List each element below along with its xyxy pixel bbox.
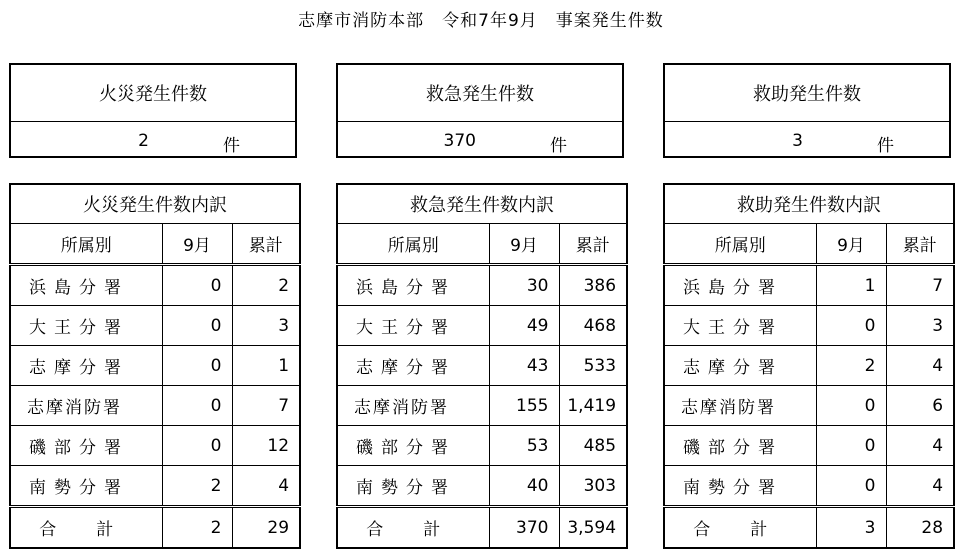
cumulative-count: 386	[559, 265, 627, 306]
column-header-month: 9月	[162, 224, 232, 265]
total-label: 合計	[10, 507, 162, 549]
total-cumulative-count: 28	[886, 507, 954, 549]
rescue-summary-value: 3	[792, 131, 803, 151]
cumulative-count: 468	[559, 306, 627, 346]
ambulance-summary-value: 370	[443, 131, 476, 151]
table-caption: 救急発生件数内訳	[337, 184, 627, 224]
page-title: 志摩市消防本部 令和7年9月 事案発生件数	[298, 11, 664, 31]
cumulative-count: 4	[886, 466, 954, 507]
total-month-count: 370	[489, 507, 559, 549]
month-count: 155	[489, 386, 559, 426]
dept-name: 志摩分署	[337, 346, 489, 386]
table-caption: 火災発生件数内訳	[10, 184, 300, 224]
column-header-dept: 所属別	[337, 224, 489, 265]
column-header-month: 9月	[489, 224, 559, 265]
fire-summary-box	[9, 63, 297, 158]
month-count: 0	[816, 306, 886, 346]
ambulance-breakdown-table	[336, 183, 628, 549]
total-label: 合計	[337, 507, 489, 549]
ambulance-summary-unit: 件	[550, 136, 567, 156]
table-row	[10, 306, 300, 346]
dept-name: 志摩分署	[10, 346, 162, 386]
dept-name: 磯部分署	[10, 426, 162, 466]
fire-summary-unit: 件	[223, 136, 240, 156]
month-count: 0	[162, 386, 232, 426]
dept-name: 南勢分署	[337, 466, 489, 507]
total-row	[337, 507, 627, 549]
cumulative-count: 3	[232, 306, 300, 346]
column-header-dept: 所属別	[664, 224, 816, 265]
table-row	[10, 386, 300, 426]
total-month-count: 2	[162, 507, 232, 549]
table-caption: 救助発生件数内訳	[664, 184, 954, 224]
dept-name: 志摩消防署	[337, 386, 489, 426]
column-header-cumulative: 累計	[559, 224, 627, 265]
rescue-summary-unit: 件	[877, 136, 894, 156]
ambulance-summary-label: 救急発生件数	[338, 65, 622, 122]
column-header-cumulative: 累計	[886, 224, 954, 265]
dept-name: 南勢分署	[664, 466, 816, 507]
cumulative-count: 4	[886, 426, 954, 466]
total-month-count: 3	[816, 507, 886, 549]
cumulative-count: 2	[232, 265, 300, 306]
rescue-summary-box	[663, 63, 951, 158]
rescue-breakdown-table	[663, 183, 955, 549]
table-row	[664, 426, 954, 466]
total-row	[10, 507, 300, 549]
table-row	[664, 346, 954, 386]
cumulative-count: 303	[559, 466, 627, 507]
dept-name: 志摩消防署	[664, 386, 816, 426]
table-row	[10, 466, 300, 507]
table-row	[10, 426, 300, 466]
dept-name: 志摩消防署	[10, 386, 162, 426]
cumulative-count: 1,419	[559, 386, 627, 426]
dept-name: 磯部分署	[337, 426, 489, 466]
cumulative-count: 12	[232, 426, 300, 466]
fire-summary-value: 2	[138, 131, 149, 151]
month-count: 49	[489, 306, 559, 346]
table-row	[337, 346, 627, 386]
table-row	[337, 426, 627, 466]
rescue-summary-label: 救助発生件数	[665, 65, 949, 122]
cumulative-count: 3	[886, 306, 954, 346]
month-count: 0	[816, 386, 886, 426]
dept-name: 浜島分署	[10, 265, 162, 306]
month-count: 0	[162, 346, 232, 386]
cumulative-count: 485	[559, 426, 627, 466]
table-row	[337, 386, 627, 426]
month-count: 0	[816, 426, 886, 466]
month-count: 2	[816, 346, 886, 386]
month-count: 43	[489, 346, 559, 386]
fire-summary-label: 火災発生件数	[11, 65, 295, 122]
table-row	[10, 346, 300, 386]
total-cumulative-count: 3,594	[559, 507, 627, 549]
cumulative-count: 7	[886, 265, 954, 306]
dept-name: 浜島分署	[337, 265, 489, 306]
column-header-dept: 所属別	[10, 224, 162, 265]
cumulative-count: 4	[886, 346, 954, 386]
month-count: 40	[489, 466, 559, 507]
total-row	[664, 507, 954, 549]
dept-name: 浜島分署	[664, 265, 816, 306]
cumulative-count: 1	[232, 346, 300, 386]
dept-name: 磯部分署	[664, 426, 816, 466]
table-row	[664, 265, 954, 306]
dept-name: 大王分署	[337, 306, 489, 346]
table-row	[337, 306, 627, 346]
cumulative-count: 533	[559, 346, 627, 386]
cumulative-count: 4	[232, 466, 300, 507]
month-count: 0	[162, 306, 232, 346]
ambulance-summary-box	[336, 63, 624, 158]
month-count: 53	[489, 426, 559, 466]
month-count: 2	[162, 466, 232, 507]
dept-name: 志摩分署	[664, 346, 816, 386]
total-cumulative-count: 29	[232, 507, 300, 549]
total-label: 合計	[664, 507, 816, 549]
cumulative-count: 6	[886, 386, 954, 426]
cumulative-count: 7	[232, 386, 300, 426]
table-row	[664, 386, 954, 426]
column-header-cumulative: 累計	[232, 224, 300, 265]
month-count: 0	[162, 426, 232, 466]
table-row	[664, 306, 954, 346]
fire-breakdown-table	[9, 183, 301, 549]
month-count: 30	[489, 265, 559, 306]
dept-name: 大王分署	[664, 306, 816, 346]
column-header-month: 9月	[816, 224, 886, 265]
table-row	[337, 466, 627, 507]
table-row	[664, 466, 954, 507]
table-row	[337, 265, 627, 306]
dept-name: 南勢分署	[10, 466, 162, 507]
month-count: 1	[816, 265, 886, 306]
month-count: 0	[162, 265, 232, 306]
table-row	[10, 265, 300, 306]
month-count: 0	[816, 466, 886, 507]
dept-name: 大王分署	[10, 306, 162, 346]
